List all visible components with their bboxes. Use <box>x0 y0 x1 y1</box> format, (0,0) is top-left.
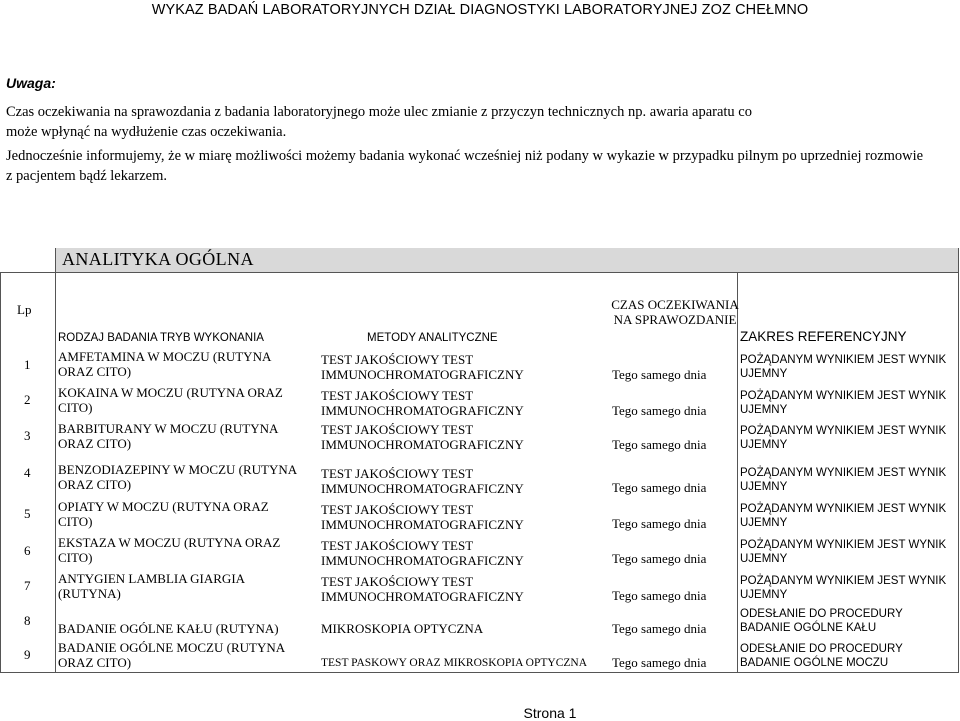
row-ref: POŻĄDANYM WYNIKIEM JEST WYNIK UJEMNY <box>740 575 947 601</box>
row-method: TEST JAKOŚCIOWY TEST IMMUNOCHROMATOGRAFICZNY <box>321 574 524 604</box>
col-header-czas: CZAS OCZEKIWANIA NA SPRAWOZDANIE <box>611 297 739 327</box>
row-lp: 3 <box>24 428 31 443</box>
row-lp: 6 <box>24 543 31 558</box>
col-header-name: RODZAJ BADANIA TRYB WYKONANIA <box>58 332 264 344</box>
row-ref: ODESŁANIE DO PROCEDURY BADANIE OGÓLNE KAŁU <box>740 608 903 634</box>
row-name: BENZODIAZEPINY W MOCZU (RUTYNA ORAZ CITO) <box>58 462 298 492</box>
row-czas: Tego samego dnia <box>612 588 707 603</box>
row-method: TEST PASKOWY ORAZ MIKROSKOPIA OPTYCZNA <box>321 657 588 669</box>
row-czas: Tego samego dnia <box>612 621 707 636</box>
row-name: BADANIE OGÓLNE MOCZU (RUTYNA ORAZ CITO) <box>58 640 286 670</box>
row-method: TEST JAKOŚCIOWY TEST IMMUNOCHROMATOGRAFICZNY <box>321 502 524 532</box>
row-name: BADANIE OGÓLNE KAŁU (RUTYNA) <box>58 621 279 636</box>
page-header: WYKAZ BADAŃ LABORATORYJNYCH DZIAŁ DIAGNOSTYKI LABORATORYJNEJ ZOZ CHEŁMNO <box>151 2 809 18</box>
row-method: TEST JAKOŚCIOWY TEST IMMUNOCHROMATOGRAFICZNY <box>321 466 524 496</box>
row-lp: 4 <box>24 465 31 480</box>
row-czas: Tego samego dnia <box>612 367 707 382</box>
row-name: EKSTAZA W MOCZU (RUTYNA ORAZ CITO) <box>58 535 281 565</box>
row-method: TEST JAKOŚCIOWY TEST IMMUNOCHROMATOGRAFICZNY <box>321 388 524 418</box>
row-czas: Tego samego dnia <box>612 516 707 531</box>
row-method: MIKROSKOPIA OPTYCZNA <box>321 621 484 636</box>
notice-line-2: Jednocześnie informujemy, że w miarę możliwości możemy badania wykonać wcześniej niż podany w wykazie w przypadku pilnym po uprzedniej rozmowie z pacjentem bądź lekarzem. <box>6 148 924 184</box>
row-ref: POŻĄDANYM WYNIKIEM JEST WYNIK UJEMNY <box>740 390 947 416</box>
row-lp: 1 <box>24 357 31 372</box>
col-header-method: METODY ANALITYCZNE <box>367 332 498 344</box>
row-name: ANTYGIEN LAMBLIA GIARGIA (RUTYNA) <box>58 571 246 601</box>
row-name: AMFETAMINA W MOCZU (RUTYNA ORAZ CITO) <box>58 349 272 379</box>
row-czas: Tego samego dnia <box>612 480 707 495</box>
row-lp: 2 <box>24 392 31 407</box>
row-lp: 7 <box>24 578 31 593</box>
col-header-lp: Lp <box>17 302 32 317</box>
row-ref: POŻĄDANYM WYNIKIEM JEST WYNIK UJEMNY <box>740 467 947 493</box>
row-ref: POŻĄDANYM WYNIKIEM JEST WYNIK UJEMNY <box>740 503 947 529</box>
row-method: TEST JAKOŚCIOWY TEST IMMUNOCHROMATOGRAFICZNY <box>321 422 524 452</box>
row-lp: 5 <box>24 506 31 521</box>
row-lp: 8 <box>24 613 31 628</box>
row-czas: Tego samego dnia <box>612 551 707 566</box>
row-ref: ODESŁANIE DO PROCEDURY BADANIE OGÓLNE MOCZU <box>740 643 903 669</box>
section-title: ANALITYKA OGÓLNA <box>62 249 254 269</box>
row-ref: POŻĄDANYM WYNIKIEM JEST WYNIK UJEMNY <box>740 425 947 451</box>
row-ref: POŻĄDANYM WYNIKIEM JEST WYNIK UJEMNY <box>740 539 947 565</box>
row-czas: Tego samego dnia <box>612 437 707 452</box>
col-header-ref: ZAKRES REFERENCYJNY <box>740 329 907 344</box>
row-name: BARBITURANY W MOCZU (RUTYNA ORAZ CITO) <box>58 421 279 451</box>
row-lp: 9 <box>24 647 31 662</box>
row-czas: Tego samego dnia <box>612 403 707 418</box>
row-method: TEST JAKOŚCIOWY TEST IMMUNOCHROMATOGRAFICZNY <box>321 352 524 382</box>
row-name: OPIATY W MOCZU (RUTYNA ORAZ CITO) <box>58 499 269 529</box>
notice-line-1: Czas oczekiwania na sprawozdania z badania laboratoryjnego może ulec zmianie z przyczyn technicznych np. awaria aparatu co może wpłynąć na wydłużenie czas oczekiwania. <box>6 104 752 140</box>
page-number: Strona 1 <box>523 705 577 721</box>
row-ref: POŻĄDANYM WYNIKIEM JEST WYNIK UJEMNY <box>740 354 947 380</box>
row-name: KOKAINA W MOCZU (RUTYNA ORAZ CITO) <box>58 385 283 415</box>
row-method: TEST JAKOŚCIOWY TEST IMMUNOCHROMATOGRAFICZNY <box>321 538 524 568</box>
row-czas: Tego samego dnia <box>612 655 707 670</box>
notice-label: Uwaga: <box>6 75 56 91</box>
